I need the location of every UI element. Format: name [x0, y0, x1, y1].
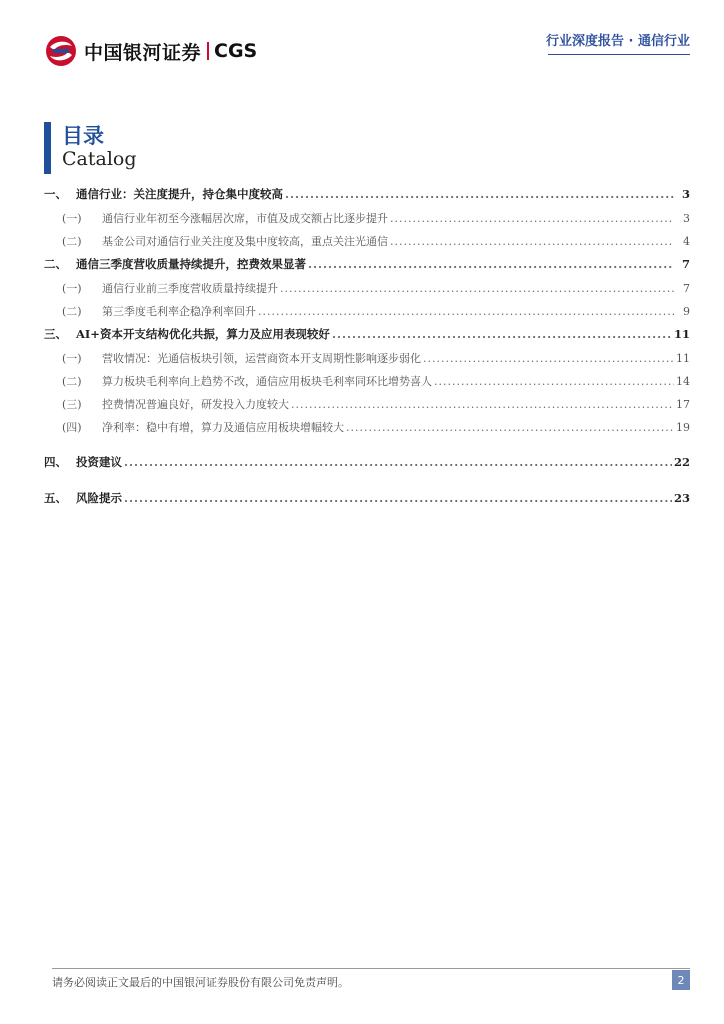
footer-rule	[52, 968, 690, 969]
toc-entry-number: (四)	[62, 421, 82, 434]
toc-entry-title: 第三季度毛利率企稳净利率回升	[102, 305, 256, 318]
brand-divider	[207, 42, 209, 60]
toc-subentry[interactable]	[40, 396, 690, 419]
toc-entry-number: 四、	[44, 455, 67, 469]
brand-name-en: CGS	[214, 40, 258, 62]
cgs-logo-icon	[44, 34, 78, 68]
dot-leader	[390, 212, 674, 225]
dot-leader	[332, 327, 672, 341]
toc-entry-page: 22	[673, 455, 690, 469]
toc-entry-title: AI+资本开支结构优化共振，算力及应用表现较好	[76, 327, 330, 341]
toc-entry-page: 23	[673, 491, 690, 505]
toc-entry-title: 通信行业年初至今涨幅居次席，市值及成交额占比逐步提升	[102, 212, 388, 225]
dot-leader	[390, 235, 674, 248]
brand-name-cn: 中国银河证券	[84, 41, 202, 64]
toc-entry-number: (二)	[62, 305, 82, 318]
toc-entry-number: 一、	[44, 187, 67, 201]
toc-entry[interactable]	[40, 256, 690, 280]
toc-entry[interactable]	[40, 326, 690, 350]
toc-entry-number: (一)	[62, 352, 82, 365]
toc-entry-page: 4	[683, 235, 690, 248]
toc-subentry[interactable]	[40, 350, 690, 373]
footer-disclaimer: 请务必阅读正文最后的中国银河证券股份有限公司免责声明。	[52, 976, 349, 989]
toc-subentry[interactable]	[40, 419, 690, 442]
toc-entry-title: 通信三季度营收质量持续提升，控费效果显著	[76, 257, 306, 271]
dot-leader	[285, 187, 674, 201]
toc-entry-title: 风险提示	[76, 491, 122, 505]
toc-entry-title: 通信行业前三季度营收质量持续提升	[102, 282, 278, 295]
toc-subentry[interactable]	[40, 233, 690, 256]
toc-entry-title: 净利率：稳中有增，算力及通信应用板块增幅较大	[102, 421, 344, 434]
toc-subentry[interactable]	[40, 303, 690, 326]
toc-entry-number: 五、	[44, 491, 67, 505]
toc-subentry[interactable]	[40, 210, 690, 233]
toc-entry-page: 17	[676, 398, 690, 411]
toc-entry-number: (二)	[62, 235, 82, 248]
dot-leader	[280, 282, 674, 295]
brand-logo	[44, 34, 257, 68]
report-category: 行业深度报告 · 通信行业	[546, 34, 690, 49]
toc-entry-title: 基金公司对通信行业关注度及集中度较高，重点关注光通信	[102, 235, 388, 248]
toc-subentry[interactable]	[40, 373, 690, 396]
toc-entry-number: (二)	[62, 375, 82, 388]
toc-entry-page: 11	[676, 352, 690, 365]
toc-entry-number: (三)	[62, 398, 82, 411]
toc-entry-number: 二、	[44, 257, 67, 271]
dot-leader	[258, 305, 674, 318]
toc-entry-page: 7	[681, 257, 690, 271]
dot-leader	[346, 421, 674, 434]
toc-entry-page: 3	[681, 187, 690, 201]
dot-leader	[291, 398, 674, 411]
toc-entry[interactable]	[40, 186, 690, 210]
page-header	[0, 0, 724, 80]
toc-title-en: Catalog	[62, 148, 137, 170]
toc-entry-number: (一)	[62, 212, 82, 225]
toc-entry-page: 11	[673, 327, 690, 341]
toc-entry-title: 算力板块毛利率向上趋势不改，通信应用板块毛利率同环比增势喜人	[102, 375, 432, 388]
toc-entry-number: (一)	[62, 282, 82, 295]
toc-entry[interactable]	[40, 454, 690, 478]
toc-entry-title: 通信行业：关注度提升，持仓集中度较高	[76, 187, 283, 201]
toc-entry-page: 7	[683, 282, 690, 295]
table-of-contents	[40, 186, 690, 514]
dot-leader	[434, 375, 674, 388]
toc-entry-page: 19	[676, 421, 690, 434]
toc-entry-title: 控费情况普遍良好，研发投入力度较大	[102, 398, 289, 411]
header-rule	[548, 54, 690, 55]
toc-title-cn: 目录	[62, 124, 104, 148]
dot-leader	[124, 455, 672, 469]
toc-entry-number: 三、	[44, 327, 67, 341]
toc-entry-page: 14	[676, 375, 690, 388]
toc-entry[interactable]	[40, 490, 690, 514]
toc-entry-title: 营收情况：光通信板块引领，运营商资本开支周期性影响逐步弱化	[102, 352, 421, 365]
toc-entry-page: 3	[683, 212, 690, 225]
toc-entry-page: 9	[683, 305, 690, 318]
heading-accent-bar	[44, 122, 51, 174]
dot-leader	[423, 352, 674, 365]
toc-entry-title: 投资建议	[76, 455, 122, 469]
toc-subentry[interactable]	[40, 280, 690, 303]
page-number: 2	[672, 970, 690, 990]
dot-leader	[308, 257, 674, 271]
dot-leader	[124, 491, 672, 505]
